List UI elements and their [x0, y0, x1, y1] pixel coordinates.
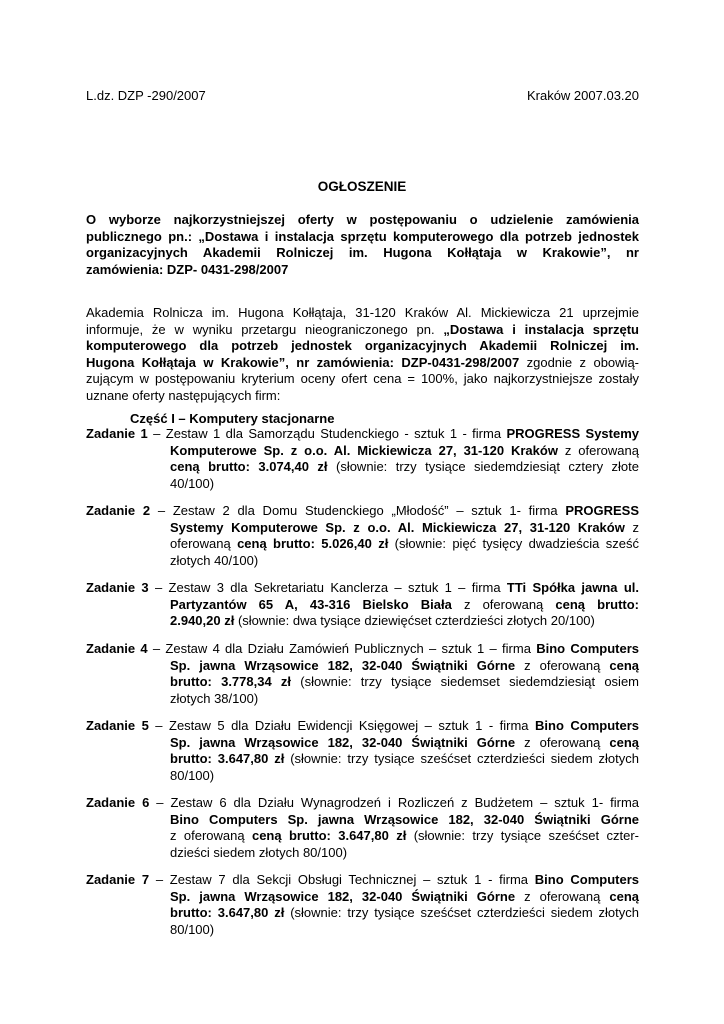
- task-bold: Partyzantów 65 A, 43-316 Bielsko Biała: [170, 596, 452, 612]
- intro-line: O wyborze najkorzystniejszej oferty w postępowaniu o udzielenie zamówienia: [86, 212, 639, 227]
- task-bold: brutto: 3.647,80 zł: [170, 751, 285, 766]
- task-text: – Zestaw 1 dla Samorządu Studenckiego - sztuk 1 - firma: [147, 426, 507, 441]
- task-label: Zadanie 3: [86, 580, 149, 595]
- task-text: z oferowaną: [170, 828, 252, 843]
- body-line: [86, 322, 639, 339]
- task-line: [86, 905, 639, 922]
- task-line: [86, 828, 639, 845]
- document-title: OGŁOSZENIE: [317, 179, 407, 194]
- task-item: [86, 503, 639, 569]
- task-first-line: [86, 872, 639, 889]
- task-line: [86, 613, 639, 630]
- task-label: Zadanie 4: [86, 641, 148, 656]
- part-heading: Część I – Komputery stacjonarne: [130, 411, 335, 426]
- task-bold: Bino Computers Sp. jawna Wrząsowice 182, 32-040 Świątniki Górne: [170, 811, 639, 827]
- task-bold: Bino Computers: [534, 872, 639, 887]
- task-text: – Zestaw 2 dla Domu Studenckiego „Młodość” – sztuk 1- firma: [150, 503, 566, 518]
- task-text: – Zestaw 6 dla Działu Wynagrodzeń i Rozliczeń z Budżetem – sztuk 1- firma: [149, 795, 640, 810]
- task-bold: PROGRESS: [565, 503, 640, 518]
- task-bold: 2.940,20 zł: [170, 613, 235, 628]
- task-line: 80/100): [170, 767, 215, 783]
- task-bold: ceną: [609, 888, 639, 904]
- body-line: zującym w postępowaniu kryterium oceny ofert cena = 100%, jako najkorzystniejsze zostały: [86, 371, 639, 386]
- intro-line: publicznego pn.: „Dostawa i instalacja sprzętu komputerowego dla potrzeb jednostek: [86, 228, 639, 244]
- task-bold: brutto: 3.778,34 zł: [170, 674, 292, 689]
- task-text: (słownie: dwa tysiące dziewięćset czterdzieści złotych 20/100): [234, 613, 595, 628]
- task-line: [86, 536, 639, 553]
- task-text: (słownie: trzy tysiące sześćset czter-: [406, 828, 639, 843]
- task-first-line: [86, 718, 639, 735]
- task-item: [86, 426, 639, 492]
- task-text: – Zestaw 3 dla Sekretariatu Kanclerza – sztuk 1 – firma: [148, 580, 507, 595]
- task-label: Zadanie 5: [86, 718, 149, 733]
- task-text: – Zestaw 4 dla Działu Zamówień Publicznych – sztuk 1 – firma: [147, 641, 537, 656]
- task-bold: ceną brutto:: [555, 596, 639, 612]
- task-text: z oferowaną: [515, 888, 610, 904]
- task-label: Zadanie 2: [86, 503, 151, 518]
- task-text: z oferowaną: [515, 657, 610, 673]
- task-line: [86, 520, 639, 537]
- task-line: [86, 597, 639, 614]
- task-label: Zadanie 1: [86, 426, 148, 441]
- task-bold: brutto: 3.647,80 zł: [170, 905, 285, 920]
- task-bold: Sp. jawna Wrząsowice 182, 32-040 Świątniki Górne: [170, 888, 516, 904]
- task-item: [86, 872, 639, 938]
- task-text: (słownie: trzy tysiące sześćset czterdzieści siedem złotych: [284, 751, 640, 766]
- task-line: [86, 443, 639, 460]
- task-bold: Bino Computers: [535, 718, 639, 733]
- task-line: złotych 38/100): [170, 690, 259, 706]
- task-bold: ceną brutto: 3.074,40 zł: [170, 459, 328, 474]
- task-bold: Systemy Komputerowe Sp. z o.o. Al. Mickiewicza 27, 31-120 Kraków: [170, 519, 625, 535]
- task-first-line: [86, 795, 639, 812]
- body-text: informuje, że w wyniku przetargu nieograniczonego pn.: [86, 321, 444, 337]
- task-bold: PROGRESS Systemy: [506, 426, 640, 441]
- task-text: – Zestaw 7 dla Sekcji Obsługi Technicznej – sztuk 1 - firma: [149, 872, 535, 887]
- body-line: komputerowego dla potrzeb jednostek organizacyjnych Akademii Rolniczej im.: [86, 338, 639, 353]
- body-line: [86, 355, 639, 372]
- task-line: 40/100): [170, 475, 215, 491]
- task-line: [86, 751, 639, 768]
- task-line: dzieści siedem złotych 80/100): [170, 844, 348, 860]
- body-paragraph: [86, 305, 639, 403]
- intro-paragraph: [86, 212, 639, 278]
- task-item: [86, 795, 639, 861]
- task-bold: TTi Spółka jawna ul.: [506, 580, 640, 595]
- task-line: [86, 812, 639, 829]
- body-line: uznane oferty następujących firm:: [86, 387, 281, 403]
- task-line: [86, 459, 639, 476]
- task-label: Zadanie 6: [86, 795, 150, 810]
- intro-line: zamówienia: DZP- 0431-298/2007: [86, 261, 289, 277]
- intro-line: organizacyjnych Akademii Rolniczej im. Hugona Kołłątaja w Krakowie”, nr: [86, 245, 639, 260]
- task-text: z: [624, 519, 639, 535]
- task-line: [86, 889, 639, 906]
- task-item: [86, 641, 639, 707]
- task-bold: ceną: [609, 734, 639, 750]
- task-bold: Komputerowe Sp. z o.o. Al. Mickiewicza 27, 31-120 Kraków: [170, 442, 558, 458]
- task-line: złotych 40/100): [170, 552, 259, 568]
- task-bold: ceną brutto: 5.026,40 zł: [237, 536, 389, 551]
- task-text: (słownie: trzy tysiące siedemdziesiąt cztery złote: [327, 459, 639, 474]
- task-bold: Sp. jawna Wrząsowice 182, 32-040 Świątniki Górne: [170, 657, 516, 673]
- task-text: (słownie: pięć tysięcy dwadzieścia sześć: [388, 536, 639, 551]
- body-bold: „Dostawa i instalacja sprzętu: [443, 321, 639, 337]
- task-text: oferowaną: [170, 536, 238, 551]
- task-line: [86, 735, 639, 752]
- task-bold: Bino Computers: [536, 641, 639, 656]
- task-line: 80/100): [170, 921, 215, 937]
- place-date: Kraków 2007.03.20: [526, 88, 639, 103]
- task-item: [86, 718, 639, 784]
- task-text: z oferowaną: [451, 596, 556, 612]
- task-text: z oferowaną: [515, 734, 610, 750]
- task-text: – Zestaw 5 dla Działu Ewidencji Księgowej – sztuk 1 - firma: [148, 718, 536, 733]
- task-first-line: [86, 580, 639, 597]
- task-first-line: [86, 641, 639, 658]
- body-line: Akademia Rolnicza im. Hugona Kołłątaja, 31-120 Kraków Al. Mickiewicza 21 uprzejmie: [86, 305, 639, 320]
- task-label: Zadanie 7: [86, 872, 150, 887]
- task-bold: ceną: [609, 657, 639, 673]
- body-bold: Hugona Kołłątaja w Krakowie”, nr zamówienia: DZP-0431-298/2007: [86, 354, 520, 370]
- task-text: (słownie: trzy tysiące siedemset siedemdziesiąt osiem: [291, 674, 640, 689]
- reference-number: L.dz. DZP -290/2007: [86, 88, 206, 103]
- task-text: (słownie: trzy tysiące sześćset czterdzieści siedem złotych: [284, 905, 640, 920]
- task-item: [86, 580, 639, 630]
- task-line: [86, 674, 639, 691]
- task-bold: ceną brutto: 3.647,80 zł: [251, 828, 407, 843]
- body-text: zgodnie z obowią-: [519, 354, 639, 370]
- task-bold: Sp. jawna Wrząsowice 182, 32-040 Świątniki Górne: [170, 734, 516, 750]
- task-line: [86, 658, 639, 675]
- task-text: z oferowaną: [557, 442, 639, 458]
- task-first-line: [86, 426, 639, 443]
- task-first-line: [86, 503, 639, 520]
